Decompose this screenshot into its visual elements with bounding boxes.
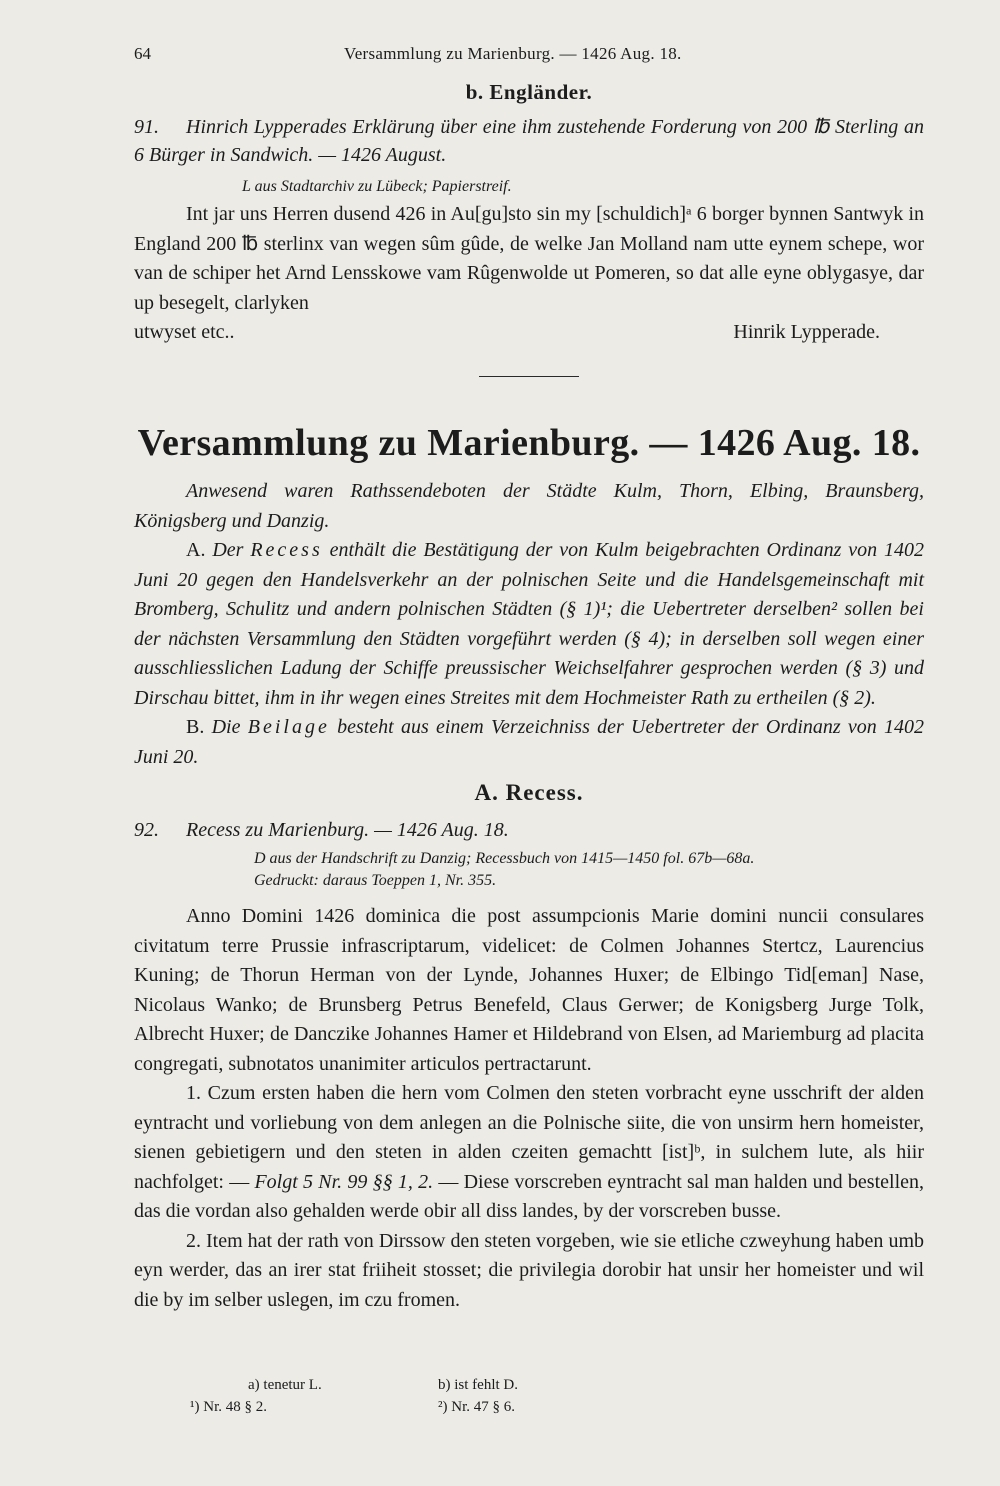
recess-article-1 bbox=[134, 1079, 924, 1227]
article-1-text: 1. Czum ersten haben die hern vom Colmen den steten vorbracht eyne usschrift der alden eyntracht und vorliebung von dem anlegen an die Polnische siite, die von unsirm hern homeister, sienen gebietigern und den steten in alden czeiten gemachtt [ist]ᵇ, in sulchem lute, als hiir nachfolget: — bbox=[134, 1082, 924, 1193]
page-number: 64 bbox=[134, 44, 151, 63]
footnote-a: a) tenetur L. bbox=[248, 1377, 322, 1393]
source-line: D aus der Handschrift zu Danzig; Recessbuch von 1415—1450 fol. 67b—68a. bbox=[254, 850, 755, 867]
entry-title-text: Hinrich Lypperades Erklärung über eine ihm zustehende Forderung von 200 ℔ Sterling an 6 Bürger in Sandwich. — 1426 August. bbox=[134, 116, 924, 166]
paragraph-b bbox=[134, 713, 924, 772]
entry-91-title bbox=[134, 113, 924, 169]
main-title: Versammlung zu Marienburg. — 1426 Aug. 18. bbox=[137, 422, 921, 464]
footnote-2: ²) Nr. 47 § 6. bbox=[438, 1399, 515, 1415]
article-1-reference: Folgt 5 Nr. 99 §§ 1, 2. bbox=[254, 1170, 434, 1193]
footnote-1: ¹) Nr. 48 § 2. bbox=[190, 1399, 267, 1415]
paragraph-b-text: besteht aus einem Verzeichniss der Uebertreter der Ordinanz von 1402 Juni 20. bbox=[134, 716, 925, 768]
footnote-b: b) ist fehlt D. bbox=[438, 1377, 518, 1393]
recess-heading: A. Recess. bbox=[474, 780, 584, 805]
recess-intro: Anno Domini 1426 dominica die post assumpcionis Marie domini nuncii consulares civitatum terre Prussie infrascriptarum, videlicet: de Colmen Johannes Stertcz, Laurencius Kuning; de Thorun Herman von der Lynde, Johannes Huxer; de Elbingo Tid[eman] Nase, Nicolaus Wanko; de Brunsberg Petrus Benefeld, Claus Gerwer; de Konigsberg Jurge Tolk, Albrecht Huxer; de Danczike Johannes Hamer et Hildebrand von Elsen, ad Mariemburg ad placita congregati, subnotatos unanimiter articulos pertractarunt. bbox=[134, 905, 924, 1075]
entry-92-title bbox=[134, 816, 924, 844]
entry-number: 92. bbox=[134, 819, 159, 841]
section-divider bbox=[479, 376, 579, 377]
paragraph-b-lead: Die bbox=[211, 716, 241, 738]
footnotes bbox=[190, 1374, 618, 1418]
present-paragraph: Anwesend waren Rathssendeboten der Städte Kulm, Thorn, Elbing, Braunsberg, Königsberg und Danzig. bbox=[134, 480, 924, 532]
paragraph-a-label: A. bbox=[186, 539, 206, 561]
signature: Hinrik Lypperade. bbox=[733, 321, 880, 343]
entry-title-text: Recess zu Marienburg. — 1426 Aug. 18. bbox=[186, 819, 509, 841]
page-body bbox=[134, 80, 924, 1315]
paragraph-b-label: B. bbox=[186, 716, 205, 738]
entry-91-text: Int jar uns Herren dusend 426 in Au[gu]sto sin my [schuldich]ᵃ 6 borger bynnen Santwyk in England 200 ℔ sterlinx van wegen sûm gûde, de welke Jan Molland nam utte eynem schepe, wor van de schiper het Arnd Lensskowe vam Rûgenwolde ut Pomeren, so dat alle eyne oblygasye, dar up besegelt, clarlyken bbox=[134, 203, 924, 314]
entry-number: 91. bbox=[134, 116, 159, 138]
paragraph-a bbox=[134, 536, 924, 713]
paragraph-a-spaced: Recess bbox=[250, 539, 323, 561]
entry-91-source: L aus Stadtarchiv zu Lübeck; Papierstreif. bbox=[242, 178, 512, 195]
source-line: Gedruckt: daraus Toeppen 1, Nr. 355. bbox=[254, 872, 497, 889]
paragraph-a-lead: Der bbox=[212, 539, 244, 561]
section-heading: b. Engländer. bbox=[465, 80, 593, 104]
paragraph-b-spaced: Beilage bbox=[247, 716, 330, 738]
paragraph-a-text: enthält die Bestätigung der von Kulm beigebrachten Ordinanz von 1402 Juni 20 gegen den Handelsverkehr an der polnischen Seite und die Handelsgemeinschaft mit Bromberg, Schulitz und andern polnischen Städten (§ 1)¹; die Uebertreter derselben² sollen bei der nächsten Versammlung den Städten vorgeführt werden (§ 4); in derselben soll wegen einer ausschliesslichen Ladung der Schiffe preussischer Weichselfahrer gesprochen werden (§ 3) und Dirschau bittet, ihm in ihr wegen eines Streites mit dem Hochmeister Rath zu ertheilen (§ 2). bbox=[134, 539, 924, 709]
article-1-continuation: — Diese vorscreben eyntracht sal man halden und bestellen, das die vordan also gehalden werde obir all diss landes, by der vorscreben busse. bbox=[134, 1170, 925, 1222]
running-title: Versammlung zu Marienburg. — 1426 Aug. 18. bbox=[344, 44, 682, 63]
entry-92-source bbox=[134, 848, 924, 892]
entry-91-closing bbox=[134, 318, 924, 348]
recess-article-2: 2. Item hat der rath von Dirssow den steten vorgeben, wie sie etliche czweyhung haben umb eyn werder, das an irer stat friiheit stosset; die privilegia dorobir hat unsir her homeister und wil die by im selber uslegen, im czu fromen. bbox=[134, 1229, 924, 1311]
text-ending: utwyset etc.. bbox=[134, 321, 235, 343]
